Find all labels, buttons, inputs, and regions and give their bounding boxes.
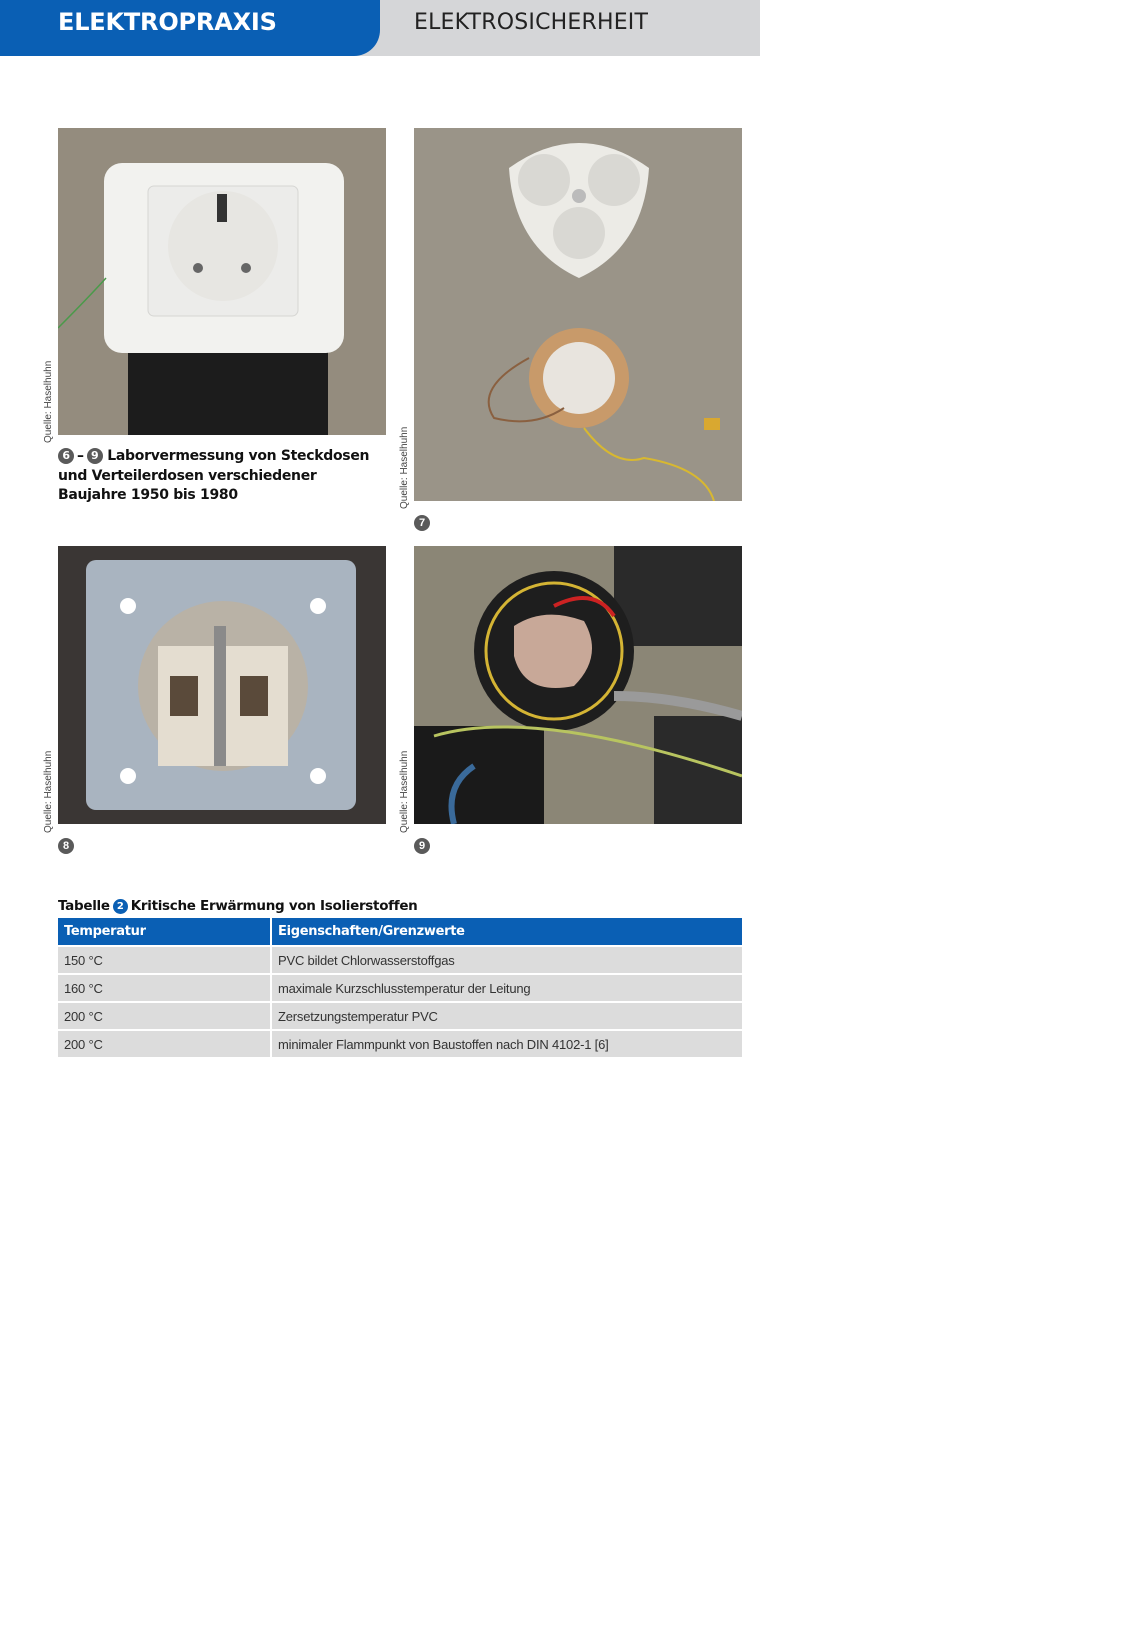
table-cell-property: Zersetzungstemperatur PVC: [272, 1001, 742, 1029]
table-header-row: [58, 918, 742, 945]
table-cell-property: PVC bildet Chlorwasserstoffgas: [272, 945, 742, 973]
caption-range-start: 6: [58, 448, 74, 464]
photo-socket-fig6: [58, 128, 386, 435]
table-row: [58, 945, 742, 973]
caption-range-end: 9: [87, 448, 103, 464]
header-section-tab: [0, 0, 380, 56]
photo-socket-insert-fig8: [58, 546, 386, 824]
photo-credit: Quelle: Haselhuhn: [43, 360, 54, 443]
photo-credit: Quelle: Haselhuhn: [43, 750, 54, 833]
table-row: [58, 973, 742, 1001]
table-title-prefix: Tabelle: [58, 898, 110, 914]
caption-text: Laborvermessung von Steckdosen und Verteilerdosen verschiedener Baujahre 1950 bis 1980: [58, 448, 370, 503]
table-title-text: Kritische Erwärmung von Isolierstoffen: [130, 898, 418, 914]
table-cell-temperature: 200 °C: [58, 1001, 272, 1029]
figure-number-8: 8: [58, 837, 74, 855]
photo-credit: Quelle: Haselhuhn: [399, 426, 410, 509]
figure-number-9: 9: [414, 837, 430, 855]
table-cell-temperature: 200 °C: [58, 1029, 272, 1057]
table-cell-temperature: 150 °C: [58, 945, 272, 973]
header-section: ELEKTROPRAXIS: [58, 8, 277, 36]
table-row: [58, 1029, 742, 1057]
photo-triple-socket-fig7: [414, 128, 742, 501]
table-number: 2: [113, 899, 128, 914]
figure-caption: [58, 447, 388, 506]
table-header-temperature: Temperatur: [58, 918, 272, 945]
table-cell-property: minimaler Flammpunkt von Baustoffen nach DIN 4102-1 [6]: [272, 1029, 742, 1057]
table-title: [58, 898, 418, 914]
header-topic: ELEKTROSICHERHEIT: [414, 10, 649, 35]
page-header: [0, 0, 760, 56]
figure-number-7: 7: [414, 514, 430, 532]
insulation-temperature-table: [58, 918, 742, 1057]
table-cell-property: maximale Kurzschlusstemperatur der Leitung: [272, 973, 742, 1001]
photo-junction-box-fig9: [414, 546, 742, 824]
photo-credit: Quelle: Haselhuhn: [399, 750, 410, 833]
table-cell-temperature: 160 °C: [58, 973, 272, 1001]
table-header-properties: Eigenschaften/Grenzwerte: [272, 918, 742, 945]
table-row: [58, 1001, 742, 1029]
caption-range-dash: –: [77, 448, 84, 464]
